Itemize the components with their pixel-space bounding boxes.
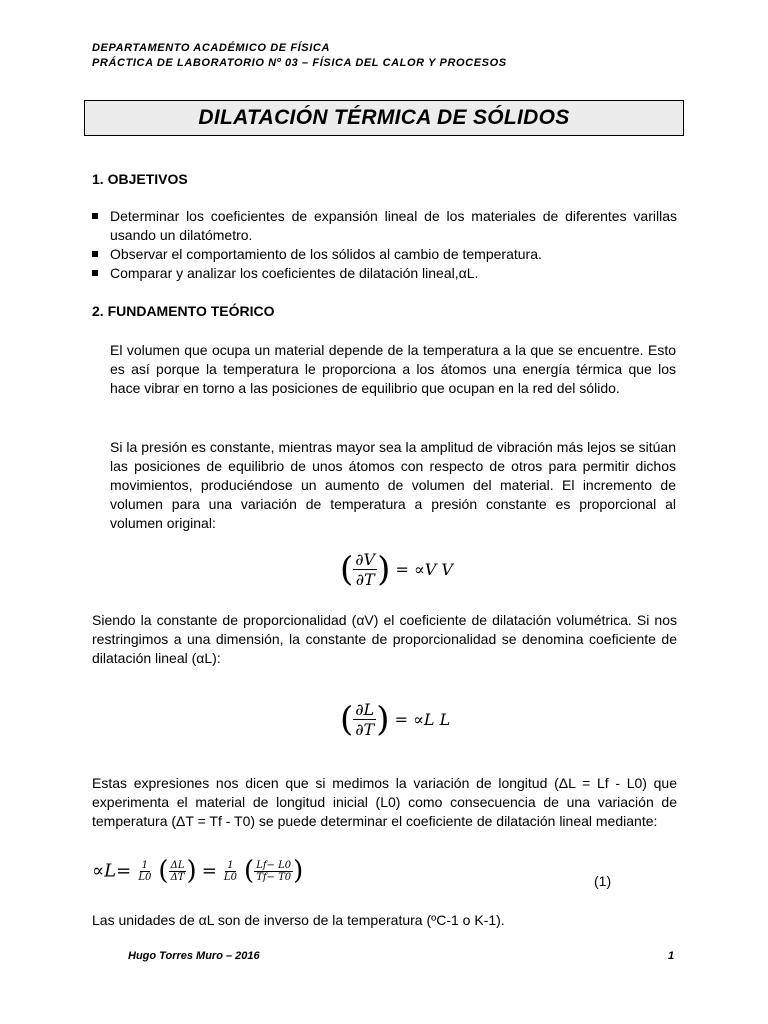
section-objectives-heading: 1. OBJETIVOS bbox=[92, 171, 188, 187]
equation-coefficient: ∝L= $\frac{1}{L0}$ ( $\frac{\Delta L}{\Delta T}$ ) = $\frac{1}{L0}$ ( $\frac{Lf- L0}{Tf- T0}$ ) bbox=[92, 856, 304, 886]
paragraph-expressions: Estas expresiones nos dicen que si medimos la variación de longitud (ΔL = Lf - L0) que experimenta el material de longitud inicial (L0) como consecuencia de una variación de temperatura (ΔT = Tf - T0) se puede determinar el coeficiente de dilatación lineal mediante: bbox=[92, 775, 677, 829]
equation-volume: ( $\frac{\partial V}{\partial T}$ ) = ∝V V bbox=[340, 549, 453, 590]
objective-item: Observar el comportamiento de los sólidos al cambio de temperatura. bbox=[92, 245, 677, 264]
bullet-marker bbox=[92, 251, 98, 257]
objective-item: Comparar y analizar los coeficientes de dilatación lineal,αL. bbox=[92, 264, 677, 283]
title-box bbox=[84, 100, 684, 136]
section-theory-heading: 2. FUNDAMENTO TEÓRICO bbox=[92, 303, 275, 319]
document-title: DILATACIÓN TÉRMICA DE SÓLIDOS bbox=[198, 106, 570, 129]
header-department: DEPARTAMENTO ACADÉMICO DE FÍSICA bbox=[92, 42, 330, 54]
page-number: 1 bbox=[668, 950, 675, 962]
equation-linear: ( $\frac{\partial L}{\partial T}$ ) = ∝L L bbox=[340, 699, 451, 740]
paragraph-units: Las unidades de αL son de inverso de la temperatura (ºC-1 o K-1). bbox=[92, 912, 505, 928]
objective-item: Determinar los coeficientes de expansión lineal de los materiales de diferentes varillas usando un dilatómetro. bbox=[92, 207, 677, 245]
paragraph-pressure: Si la presión es constante, mientras mayor sea la amplitud de vibración más lejos se sitúan las posiciones de equilibrio de unos átomos con respecto de otros para permitir dichos movimientos, produciéndose un aumento de volumen del material. El incremento de volumen para una variación de temperatura a presión constante es proporcional al volumen original: bbox=[110, 439, 676, 531]
bullet-marker bbox=[92, 213, 98, 219]
header-practice: PRÁCTICA DE LABORATORIO Nº 03 – FÍSICA DEL CALOR Y PROCESOS bbox=[92, 57, 507, 69]
paragraph-proportionality: Siendo la constante de proporcionalidad (αV) el coeficiente de dilatación volumétrica. Si nos restringimos a una dimensión, la constante de proporcionalidad se denomina coeficiente de dilatación lineal (αL): bbox=[92, 612, 677, 666]
bullet-marker bbox=[92, 270, 98, 276]
equation-number: (1) bbox=[594, 873, 612, 889]
paragraph-volume: El volumen que ocupa un material depende de la temperatura a la que se encuentre. Esto es así porque la temperatura le proporciona a los átomos una energía térmica que los hace vibrar en torno a las posiciones de equilibrio que ocupan en la red del sólido. bbox=[110, 342, 676, 396]
footer-author: Hugo Torres Muro – 2016 bbox=[128, 950, 260, 962]
